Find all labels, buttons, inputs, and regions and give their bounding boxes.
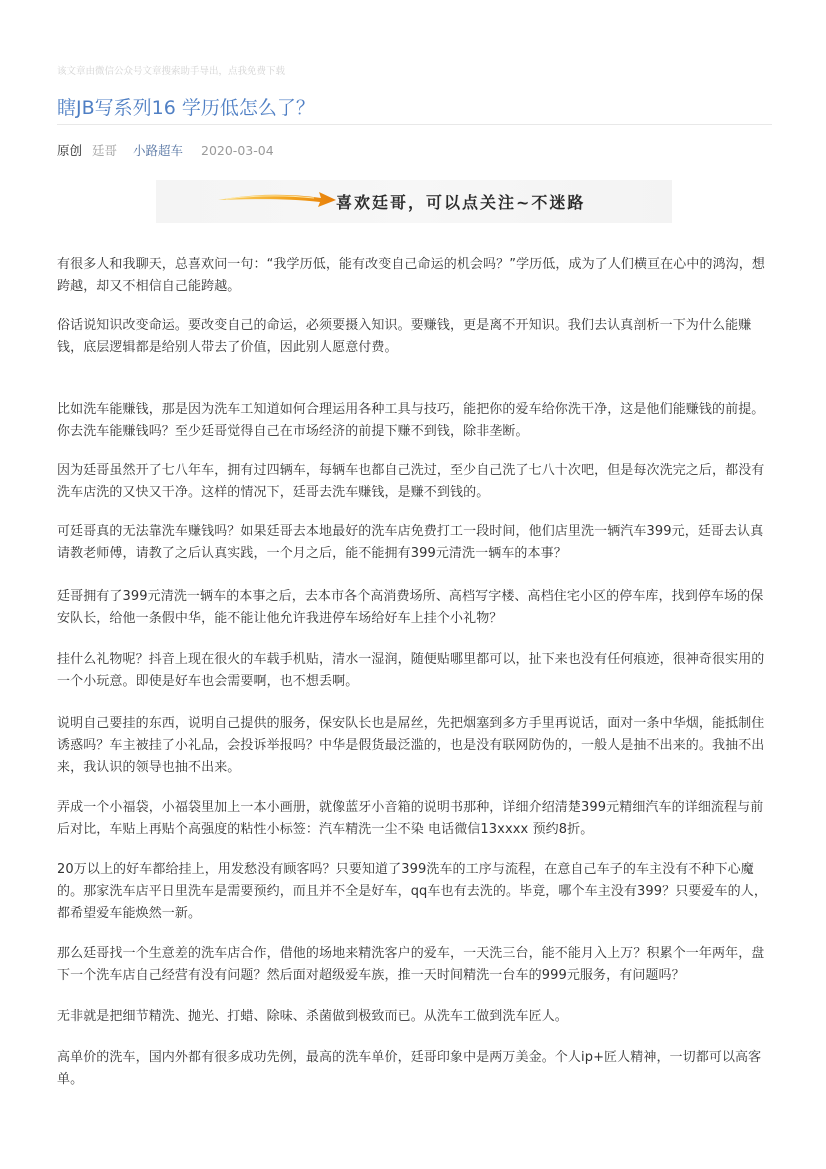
account-name-link[interactable]: 小路超车	[133, 143, 184, 158]
paragraph: 说明自己要挂的东西，说明自己提供的服务，保安队长也是屌丝，先把烟塞到多方手里再说话，面对一条中华烟，能抵制住诱惑吗？车主被挂了小礼品，会投诉举报吗？中华是假货最泛滥的，也是没有联网防伪的，一般人是抽不出来的。我抽不出来，我认识的领导也抽不出来。	[57, 716, 765, 775]
banner-text: 喜欢廷哥，可以点关注~不迷路	[336, 193, 586, 212]
export-note-link[interactable]: 该文章由微信公众号文章搜索助手导出，点我免费下载	[57, 66, 286, 77]
paragraph: 20万以上的好车都给挂上，用发愁没有顾客吗？只要知道了399洗车的工序与流程，在意自己车子的车主没有不种下心魔的。那家洗车店平日里洗车是需要预约，而且并不全是好车，qq车也有去洗的。毕竟，哪个车主没有399？只要爱车的人，都希望爱车能焕然一新。	[57, 862, 767, 921]
paragraph: 挂什么礼物呢？抖音上现在很火的车载手机贴，清水一湿润，随便贴哪里都可以，扯下来也没有任何痕迹，很神奇很实用的一个小玩意。即使是好车也会需要啊，也不想丢啊。	[57, 652, 765, 689]
author-name: 廷哥	[92, 143, 118, 158]
publish-date: 2020-03-04	[201, 143, 274, 158]
paragraph: 无非就是把细节精洗、抛光、打蜡、除味、杀菌做到极致而已。从洗车工做到洗车匠人。	[57, 1009, 568, 1024]
title-divider	[57, 124, 772, 125]
paragraph: 可廷哥真的无法靠洗车赚钱吗？如果廷哥去本地最好的洗车店免费打工一段时间，他们店里洗一辆汽车399元，廷哥去认真请教老师傅，请教了之后认真实践，一个月之后，能不能拥有399元清洗一辆车的本事？	[57, 524, 764, 561]
article-meta	[57, 141, 284, 159]
paragraph: 高单价的洗车，国内外都有很多成功先例，最高的洗车单价，廷哥印象中是两万美金。个人ip+匠人精神，一切都可以高客单。	[57, 1050, 762, 1087]
article-title: 瞎JB写系列16 学历低怎么了？	[57, 97, 315, 119]
paragraph: 有很多人和我聊天，总喜欢问一句：“我学历低，能有改变自己命运的机会吗？”学历低，成为了人们横亘在心中的鸿沟，想跨越，却又不相信自己能跨越。	[57, 257, 765, 294]
paragraph: 廷哥拥有了399元清洗一辆车的本事之后，去本市各个高消费场所、高档写字楼、高档住宅小区的停车库，找到停车场的保安队长，给他一条假中华，能不能让他允许我进停车场给好车上挂个小礼物？	[57, 589, 764, 626]
original-tag: 原创	[57, 143, 83, 158]
paragraph: 因为廷哥虽然开了七八年车，拥有过四辆车，每辆车也都自己洗过，至少自己洗了七八十次吧，但是每次洗完之后，都没有洗车店洗的又快又干净。这样的情况下，廷哥去洗车赚钱，是赚不到钱的。	[57, 463, 765, 500]
paragraph: 弄成一个小福袋，小福袋里加上一本小画册，就像蓝牙小音箱的说明书那种，详细介绍清楚399元精细汽车的详细流程与前后对比，车贴上再贴个高强度的粘性小标签：汽车精洗一尘不染 电话微信13xxxx 预约8折。	[57, 800, 764, 837]
paragraph: 俗话说知识改变命运。要改变自己的命运，必须要摄入知识。要赚钱，更是离不开知识。我们去认真剖析一下为什么能赚钱，底层逻辑都是给别人带去了价值，因此别人愿意付费。	[57, 318, 752, 355]
paragraph: 那么廷哥找一个生意差的洗车店合作，借他的场地来精洗客户的爱车，一天洗三台，能不能月入上万？积累个一年两年，盘下一个洗车店自己经营有没有问题？然后面对超级爱车族，推一天时间精洗一台车的999元服务，有问题吗？	[57, 946, 765, 983]
follow-banner	[156, 180, 672, 223]
paragraph: 比如洗车能赚钱，那是因为洗车工知道如何合理运用各种工具与技巧，能把你的爱车给你洗干净，这是他们能赚钱的前提。你去洗车能赚钱吗？至少廷哥觉得自己在市场经济的前提下赚不到钱，除非垄断。	[57, 402, 765, 439]
